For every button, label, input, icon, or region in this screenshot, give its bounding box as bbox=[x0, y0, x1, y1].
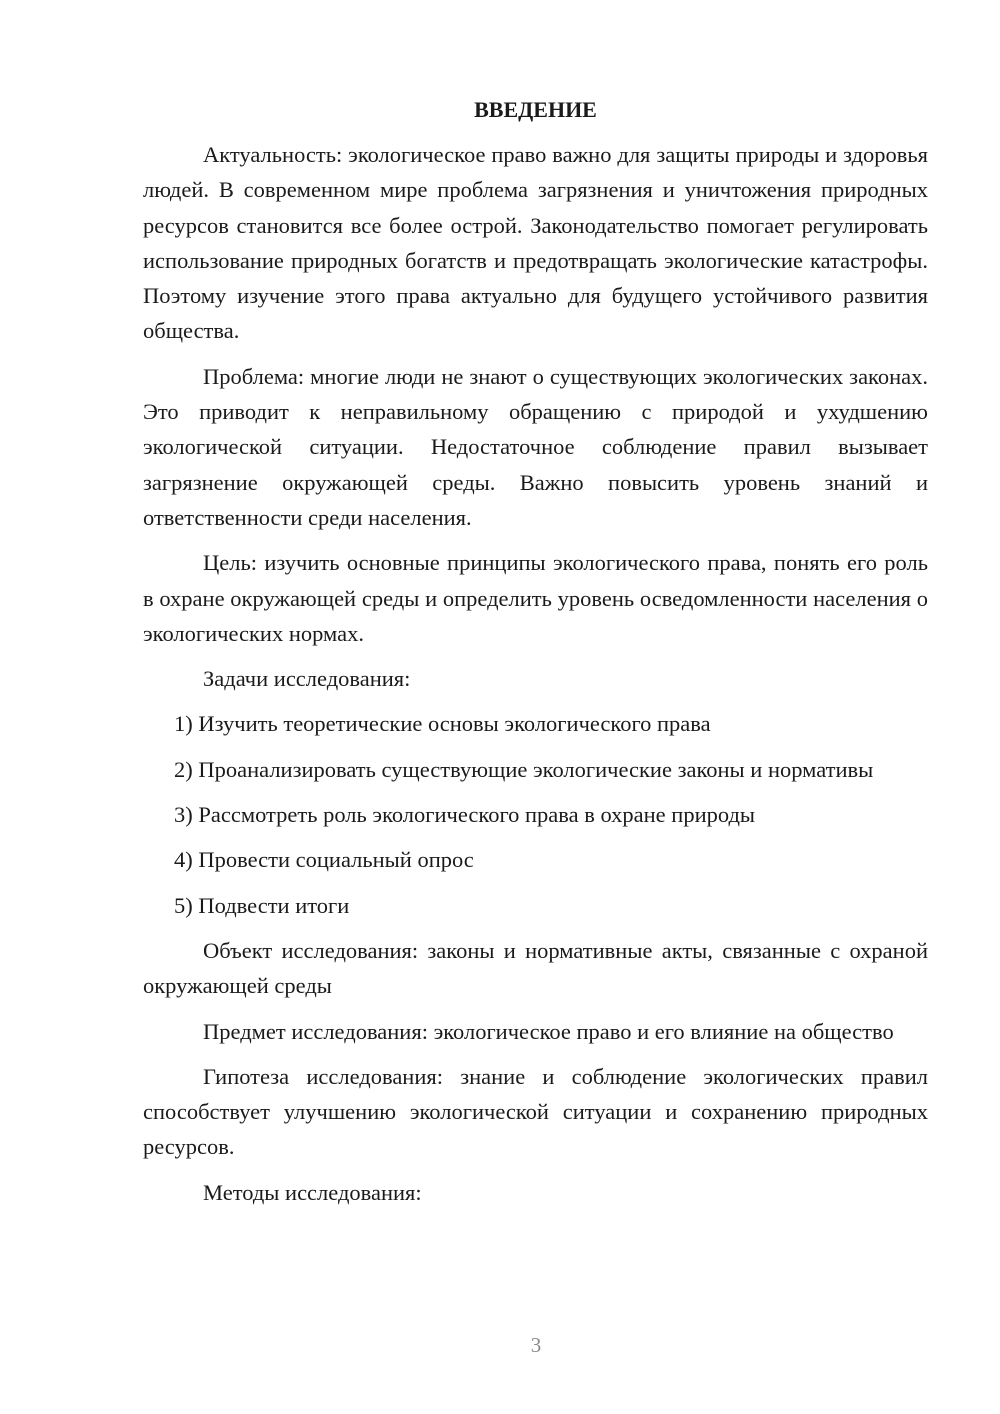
problem-paragraph: Проблема: многие люди не знают о существующих экологических законах. Это приводит к неправильному обращению с природой и ухудшению экологической ситуации. Недостаточное соблюдение правил вызывает загрязнение окружающей среды. Важно повысить уровень знаний и ответственности среди населения. bbox=[143, 363, 928, 530]
task-item: 3) Рассмотреть роль экологического права в охране природы bbox=[174, 802, 756, 828]
task-item: 5) Подвести итоги bbox=[174, 892, 350, 918]
methods-heading: Методы исследования: bbox=[203, 1179, 422, 1205]
section-title: ВВЕДЕНИЕ bbox=[474, 97, 597, 122]
task-item: 2) Проанализировать существующие экологические законы и нормативы bbox=[174, 756, 874, 782]
page-body bbox=[143, 92, 928, 1220]
hypothesis-paragraph: Гипотеза исследования: знание и соблюдение экологических правил способствует улучшению экологической ситуации и сохранению природных ресурсов. bbox=[143, 1063, 928, 1160]
goal-paragraph: Цель: изучить основные принципы экологического права, понять его роль в охране окружающей среды и определить уровень осведомленности населения о экологических нормах. bbox=[143, 550, 928, 646]
tasks-heading: Задачи исследования: bbox=[203, 666, 411, 692]
object-paragraph: Объект исследования: законы и нормативные акты, связанные с охраной окружающей среды bbox=[143, 937, 928, 999]
task-item: 1) Изучить теоретические основы экологического права bbox=[174, 711, 711, 737]
task-item: 4) Провести социальный опрос bbox=[174, 847, 474, 873]
relevance-paragraph: Актуальность: экологическое право важно для защиты природы и здоровья людей. В современном мире проблема загрязнения и уничтожения природных ресурсов становится все более острой. Законодательство помогает регулировать использование природных богатств и предотвращать экологические катастрофы. Поэтому изучение этого права актуально для будущего устойчивого развития общества. bbox=[143, 142, 928, 344]
page-number: 3 bbox=[530, 1333, 542, 1357]
subject-paragraph: Предмет исследования: экологическое право и его влияние на общество bbox=[203, 1018, 894, 1044]
